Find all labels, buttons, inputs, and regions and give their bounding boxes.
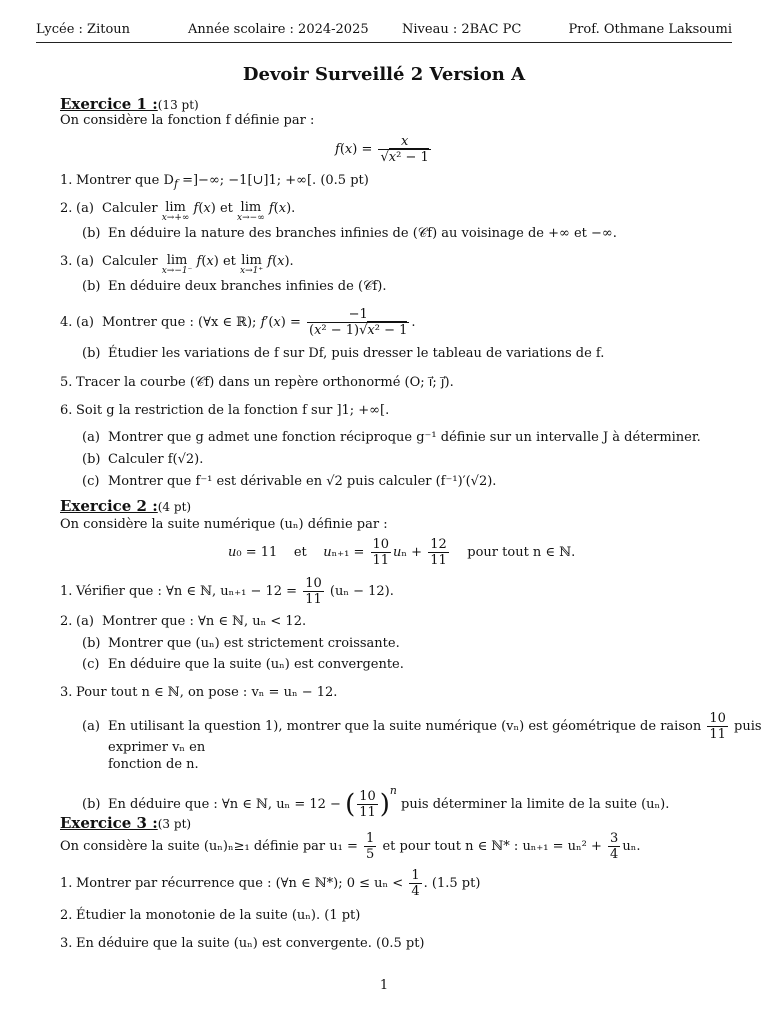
ex2-question-2b: (b) Montrer que (uₙ) est strictement croissante. — [82, 636, 400, 651]
ex1-question-3b: (b) En déduire deux branches infinies de (𝒞f). — [82, 279, 387, 294]
exercise-3-heading: Exercice 3 :(3 pt) — [60, 814, 192, 832]
page-header — [36, 22, 732, 43]
ex1-question-4b: (b) Étudier les variations de f sur Df, puis dresser le tableau de variations de f. — [82, 346, 605, 361]
exercise-1-heading: Exercice 1 :(13 pt) — [60, 95, 199, 113]
ex1-question-6a: (a) Montrer que g admet une fonction réciproque g⁻¹ définie sur un intervalle J à déterminer. — [82, 430, 701, 445]
exercise-2-heading: Exercice 2 :(4 pt) — [60, 497, 192, 515]
teacher-name: Prof. Othmane Laksoumi — [568, 22, 732, 37]
exercise-3-intro: On considère la suite (uₙ)ₙ≥₁ définie par u₁ = $\frac{1}{5}$ et pour tout n ∈ ℕ* : uₙ₊₁ = uₙ² + $\frac{3}{4}$ uₙ. — [60, 831, 641, 862]
ex1-question-6c: (c) Montrer que f⁻¹ est dérivable en √2 puis calculer (f⁻¹)′(√2). — [82, 474, 497, 489]
ex2-question-2a: 2. (a) Montrer que : ∀n ∈ ℕ, uₙ < 12. — [60, 614, 307, 629]
ex2-question-2c: (c) En déduire que la suite (uₙ) est convergente. — [82, 657, 404, 672]
page-title: Devoir Surveillé 2 Version A — [242, 64, 526, 85]
ex1-question-2b: (b) En déduire la nature des branches infinies de (𝒞f) au voisinage de +∞ et −∞. — [82, 226, 617, 241]
school-year: Année scolaire : 2024-2025 — [188, 22, 369, 37]
ex1-question-6b: (b) Calculer f(√2). — [82, 452, 204, 467]
ex2-question-3a-line-3: fonction de n. — [108, 757, 199, 772]
ex2-question-1: 1. Vérifier que : ∀n ∈ ℕ, uₙ₊₁ − 12 = $\frac{10}{11}$ (uₙ − 12). — [60, 576, 394, 607]
exercise-2-intro: On considère la suite numérique (uₙ) définie par : — [60, 517, 388, 532]
ex2-question-3a-line-2: exprimer vₙ en — [108, 740, 206, 755]
ex2-question-3a: (a) En utilisant la question 1), montrer que la suite numérique (vₙ) est géométrique de raison $\frac{10}{11}$ puis — [82, 711, 762, 742]
class-level: Niveau : 2BAC PC — [402, 22, 522, 37]
ex1-question-3a: 3. (a) Calculer lim x→−1⁻ f(x) et lim x→1⁺ f(x). — [60, 253, 294, 276]
ex2-question-3b: (b) En déduire que : ∀n ∈ ℕ, uₙ = 12 − ( $\frac{10}{11}$ )$^n$ puis déterminer la limite de la suite (uₙ). — [82, 784, 670, 820]
ex1-question-6: 6. Soit g la restriction de la fonction f sur ]1; +∞[. — [60, 403, 390, 418]
ex1-question-5: 5. Tracer la courbe (𝒞f) dans un repère orthonormé (O; i⃗; j⃗). — [60, 375, 454, 390]
ex1-question-2a: 2. (a) Calculer lim x→+∞ f(x) et lim x→−∞ f(x). — [60, 200, 296, 223]
function-definition: f(x) = $\frac{x}{\text{√x² − 1}}$ — [335, 134, 429, 165]
exercise-1-intro: On considère la fonction f définie par : — [60, 113, 315, 128]
school-name: Lycée : Zitoun — [36, 22, 131, 37]
page-number: 1 — [379, 978, 389, 993]
ex3-question-3: 3. En déduire que la suite (uₙ) est convergente. (0.5 pt) — [60, 936, 425, 951]
sequence-definition: u₀ = 11 et uₙ₊₁ = $\frac{10}{11}$ uₙ + $\frac{12}{11}$ pour tout n ∈ ℕ. — [228, 537, 576, 568]
ex2-question-3: 3. Pour tout n ∈ ℕ, on pose : vₙ = uₙ − 12. — [60, 685, 338, 700]
ex3-question-2: 2. Étudier la monotonie de la suite (uₙ). (1 pt) — [60, 908, 361, 923]
ex1-question-4a: 4. (a) Montrer que : (∀x ∈ ℝ); f′(x) = $\frac{-1}{\text{(x² − 1)√x² − 1}}$ . — [60, 307, 416, 338]
ex3-question-1: 1. Montrer par récurrence que : (∀n ∈ ℕ*); 0 ≤ uₙ < $\frac{1}{4}$ . (1.5 pt) — [60, 868, 481, 899]
ex1-question-1: 1. Montrer que $D_f$ =]−∞; −1[∪]1; +∞[. (0.5 pt) — [60, 173, 369, 191]
